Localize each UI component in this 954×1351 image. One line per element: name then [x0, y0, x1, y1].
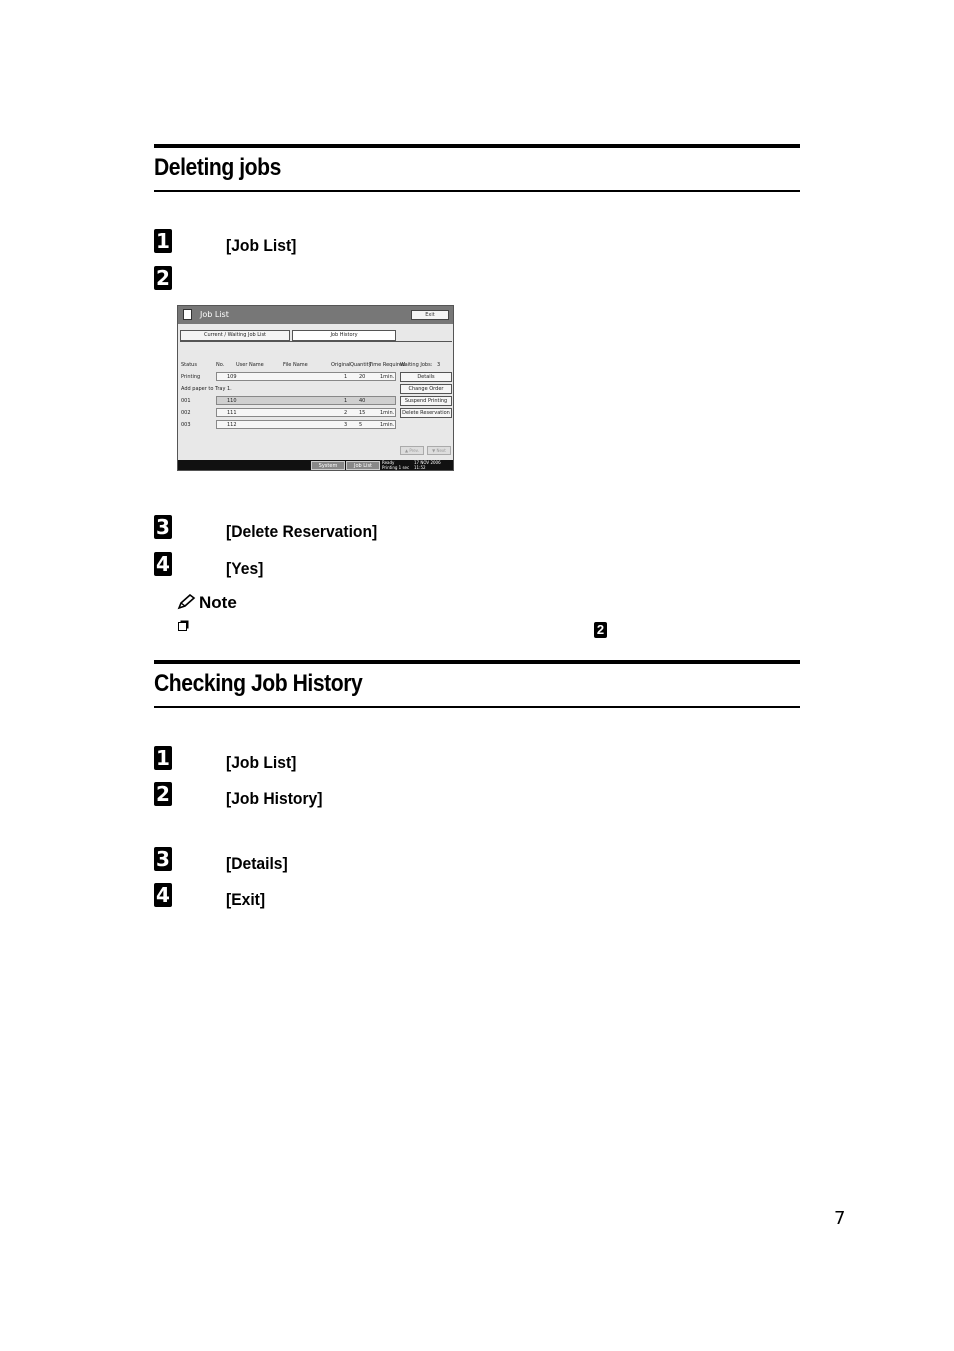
row-quantity: 15 [359, 410, 366, 416]
suspend-printing-button[interactable]: Suspend Printing [400, 396, 452, 406]
queue-status-3: 003 [181, 422, 191, 428]
queue-status-1: 001 [181, 398, 191, 404]
column-time-required: Time Required [369, 362, 406, 368]
machine-status-text: Ready Printing 1 sec [382, 460, 410, 470]
row-no: 110 [227, 398, 237, 404]
tab-divider [180, 341, 452, 342]
section-rule-bottom [154, 190, 800, 192]
job-list-button[interactable]: Job List [346, 461, 380, 470]
step-text-details: [Details] [226, 854, 288, 873]
step-text-exit: [Exit] [226, 890, 266, 909]
delete-reservation-button[interactable]: Delete Reservation [400, 408, 452, 418]
printing-job-quantity: 20 [359, 374, 366, 380]
date-time-text: 17 NOV 2006 11:52 [414, 460, 441, 470]
row-quantity: 40 [359, 398, 366, 404]
column-user-name: User Name [236, 362, 264, 368]
row-no: 111 [227, 410, 237, 416]
step-text-yes: [Yes] [226, 559, 264, 578]
section-rule-bottom [154, 706, 800, 708]
column-quantity: Quantity [350, 362, 372, 368]
printing-job-no: 109 [227, 374, 237, 380]
row-original: 3 [344, 422, 348, 428]
step-number-2: 2 [154, 782, 172, 806]
step-text-job-history: [Job History] [226, 789, 323, 808]
note-label: Note [199, 593, 237, 612]
system-status-button[interactable]: System Status [311, 461, 345, 470]
printing-job-row[interactable] [216, 372, 396, 381]
printing-job-time: 1min. [380, 374, 395, 380]
scroll-prev-button[interactable]: ▲ Prev. [400, 446, 424, 455]
row-original: 2 [344, 410, 348, 416]
step-number-4: 4 [154, 552, 172, 576]
step-number-3: 3 [154, 515, 172, 539]
row-no: 112 [227, 422, 237, 428]
tab-current-waiting[interactable]: Current / Waiting Job List [180, 330, 290, 341]
row-time: 1min. [380, 410, 395, 416]
step-number-1: 1 [154, 229, 172, 253]
waiting-jobs-label: Waiting Jobs: [400, 362, 433, 368]
queue-status-2: 002 [181, 410, 191, 416]
section-title-checking-job-history: Checking Job History [154, 670, 363, 697]
screen-bottom-bar [178, 460, 453, 477]
step-text-job-list: [Job List] [226, 753, 297, 772]
row-time: 1min. [380, 422, 395, 428]
list-icon [183, 309, 192, 320]
step-text-job-list: [Job List] [226, 236, 297, 255]
step-number-1: 1 [154, 746, 172, 770]
step-number-3: 3 [154, 847, 172, 871]
column-no: No. [216, 362, 225, 368]
change-order-button[interactable]: Change Order [400, 384, 452, 394]
note-heading [177, 593, 237, 615]
details-button[interactable]: Details [400, 372, 452, 382]
column-status: Status [181, 362, 197, 368]
tab-job-history[interactable]: Job History [292, 330, 396, 341]
screen-title: Job List [200, 310, 229, 319]
row-original: 1 [344, 398, 348, 404]
inline-step-reference: 2 [594, 622, 607, 638]
waiting-jobs-count: 3 [437, 362, 441, 368]
column-original: Original [331, 362, 351, 368]
screen-title-bar [178, 306, 453, 324]
status-message: Add paper to Tray 1. [181, 386, 232, 392]
note-bullet-checkbox-icon [178, 622, 187, 631]
section-rule-top [154, 660, 800, 664]
step-text-delete-reservation: [Delete Reservation] [226, 522, 378, 541]
printing-job-original: 1 [344, 374, 348, 380]
exit-button[interactable]: Exit [411, 310, 449, 320]
page-number: 7 [834, 1208, 846, 1229]
section-rule-top [154, 144, 800, 148]
table-row[interactable] [216, 408, 396, 417]
section-title-deleting-jobs: Deleting jobs [154, 154, 281, 181]
job-list-screen [177, 305, 454, 477]
step-number-4: 4 [154, 883, 172, 907]
step-number-2: 2 [154, 266, 172, 290]
row-quantity: 5 [359, 422, 363, 428]
table-row[interactable] [216, 420, 396, 429]
printing-status: Printing [181, 374, 201, 380]
pencil-icon [177, 594, 196, 615]
scroll-next-button[interactable]: ▼ Next [427, 446, 451, 455]
table-row[interactable] [216, 396, 396, 405]
column-file-name: File Name [283, 362, 308, 368]
